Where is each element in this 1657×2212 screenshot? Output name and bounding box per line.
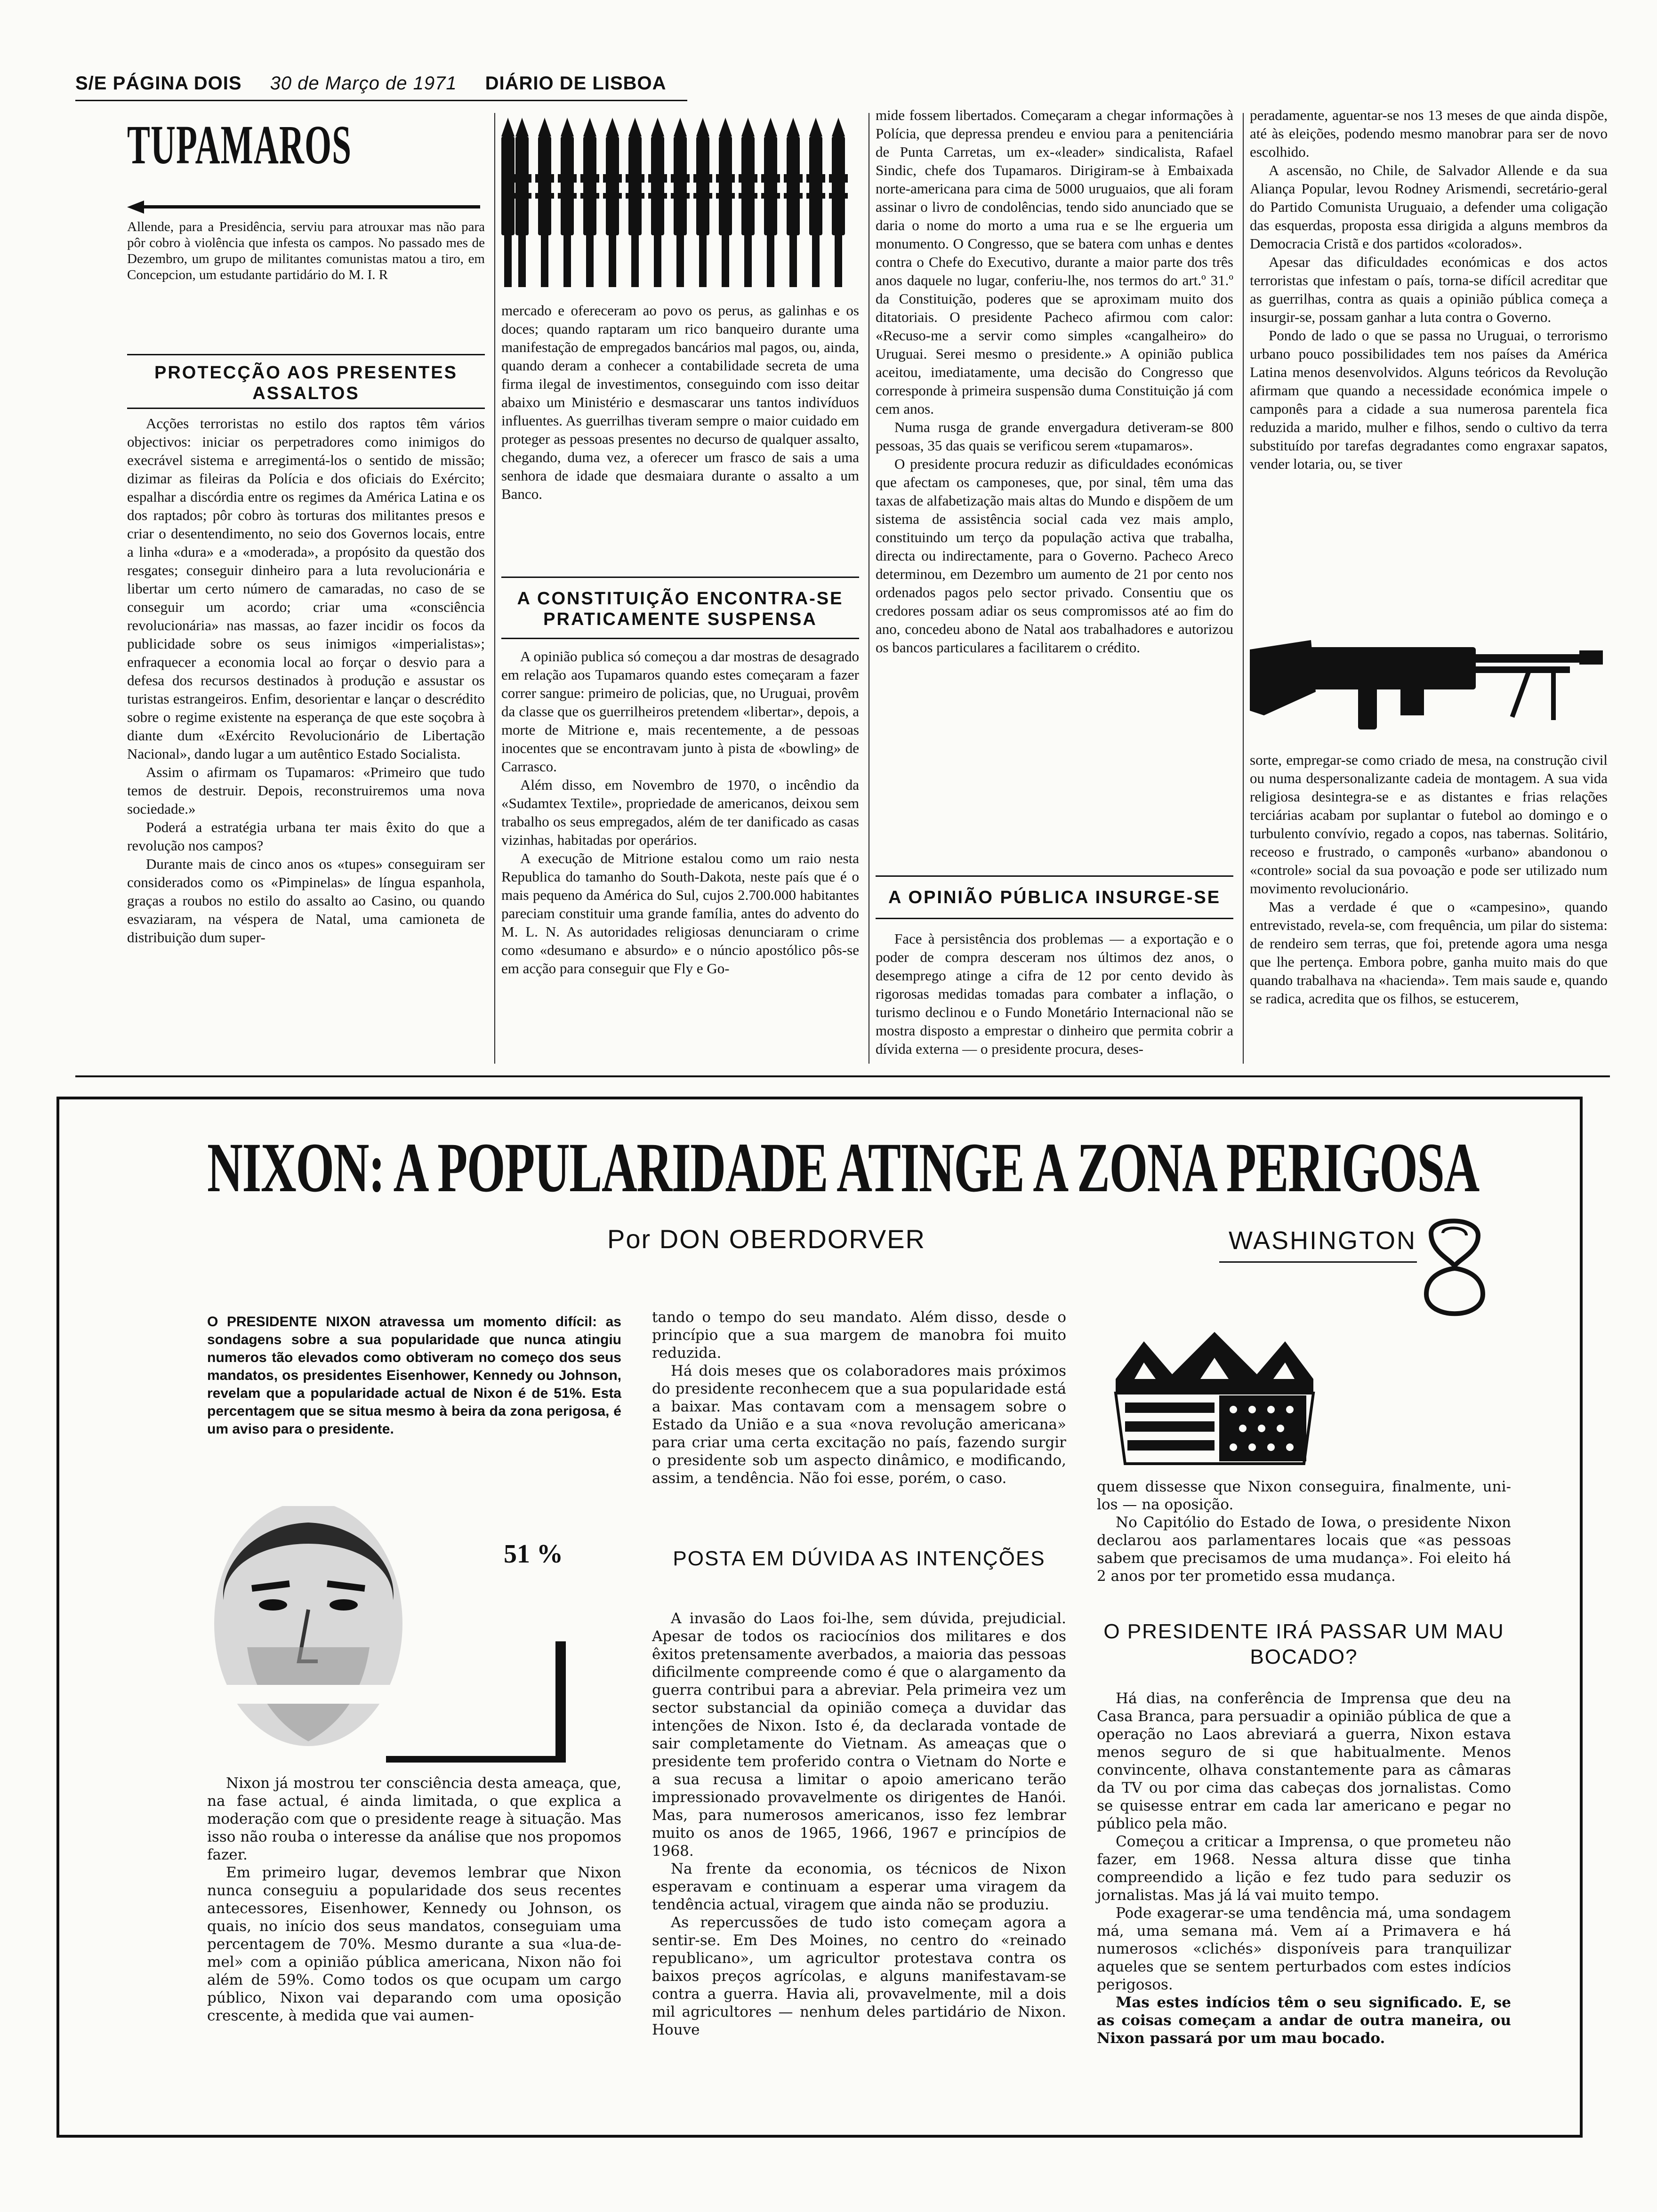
subhead-rule-bottom bbox=[127, 408, 485, 409]
tupamaros-title: TUPAMAROS bbox=[127, 114, 352, 176]
popularity-baseline bbox=[386, 1756, 566, 1763]
tupamaros-intro: Allende, para a Presidência, serviu para atrouxar mas não para pôr cobro à violência que infesta os campos. No passado mes de Dezembro, um grupo de militantes comunistas matou a tiro, em Concepcion, um estudante partidário do M. I. R bbox=[127, 219, 485, 282]
emblem-icon bbox=[1417, 1214, 1492, 1327]
dateline: WASHINGTON bbox=[1229, 1226, 1417, 1255]
subhead-rule-top bbox=[876, 875, 1233, 877]
byline: Por DON OBERDORVER bbox=[607, 1224, 925, 1254]
tupamaros-col3-bottom: Face à persistência dos problemas — a exportação e o poder de compra desceram nos últimos dez anos, o desemprego atinge a cifra de 12 por cento devido às rigorosas medidas tomadas para combater a inflação, o turismo declinou e o Fundo Monetário Internacional não se mostra disposto a emprestar o dinheiro que permita cobrir a dívida externa — o presidente procura, deses- bbox=[876, 930, 1233, 1057]
subhead-protection: PROTECÇÃO AOS PRESENTES ASSALTOS bbox=[154, 363, 458, 403]
column-rule bbox=[494, 113, 495, 1064]
nixon-lead: O PRESIDENTE NIXON atravessa um momento difícil: as sondagens sobre a sua popularidade que nunca atingiu numeros tão elevados como obtiveram no começo dos seus mandatos, os presidentes Eisenhower, Kennedy ou Johnson, revelam que a popularidade actual de Nixon é de 51%. Esta percentagem que se situa mesmo à beira da zona perigosa, é um aviso para o presidente. bbox=[207, 1314, 621, 1437]
subhead-constitution: A CONSTITUIÇÃO ENCONTRA-SE PRATICAMENTE SUSPENSA bbox=[517, 589, 844, 629]
section-divider bbox=[75, 1075, 1610, 1077]
nixon-title: NIXON: A POPULARIDADE ATINGE A ZONA PERIGOSA bbox=[207, 1129, 1479, 1207]
subhead-intentions: POSTA EM DÚVIDA AS INTENÇÕES bbox=[673, 1547, 1046, 1570]
arrow-rule bbox=[127, 198, 485, 216]
popularity-chart bbox=[386, 1506, 612, 1770]
machine-gun-image bbox=[1250, 621, 1608, 734]
nixon-col1: Nixon já mostrou ter consciência desta ameaça, que, na fase actual, é ainda limitada, o que explica a moderação com que o presidente reage à situação. Mas isso não rouba o interesse da análise que nos propomos fazer. Em primeiro lugar, devemos lembrar que Nixon nunca conseguiu a popularidade dos seus recentes antecessores, Eisenhower, Kennedy ou Johnson, os quais, no início dos seus mandatos, conseguiam uma percentagem de 70%. Mesmo durante a sua «lua-de-mel» com a opinião pública americana, Nixon não foi além de 59%. Como todos os que ocupam um cargo público, Nixon vai deparando com uma oposição crescente, à medida que vai aumen- bbox=[207, 1775, 621, 2024]
nixon-col3-top: quem dissesse que Nixon conseguira, finalmente, uni-los — na oposição. No Capitólio do Estado de Iowa, o presidente Nixon declarou aos parlamentares locais que «as pessoas sabem que precisamos de uma mudança». Foi eleito há 2 anos por ter prometido essa mudança. bbox=[1097, 1478, 1511, 1585]
column-rule bbox=[1243, 113, 1244, 1064]
page-header bbox=[75, 73, 687, 101]
nixon-col3: Há dias, na conferência de Imprensa que deu na Casa Branca, para persuadir a opinião pública de que a operação no Laos abreviará a guerra, Nixon estava menos seguro de si que habitualmente. Menos convincente, olhava constantemente para as câmaras da TV ou por cima das cabeças dos jornalistas. Como se quisesse entrar em cada lar americano e pegar no público pela mão. Começou a criticar a Imprensa, o que prometeu não fazer, em 1968. Nessa altura disse que tinha compreendido a lição e fez tudo para seduzir os jornalistas. Mas já lá vai muito tempo. Pode exagerar-se uma tendência má, uma sondagem má, uma semana má. Vem aí a Primavera e há numerosos «clichés» disponíveis para tranquilizar aqueles que se sentem perturbados com estes indícios perigosos. Mas estes indícios têm o seu significado. E, se as coisas começam a andar de outra maneira, ou Nixon passará por um mau bocado. bbox=[1097, 1690, 1511, 2047]
subhead-rule-top bbox=[127, 354, 485, 355]
header-rule bbox=[75, 100, 687, 101]
subhead-rule-bottom bbox=[501, 638, 859, 639]
crown-image bbox=[1106, 1322, 1323, 1473]
tupamaros-col4-bottom: sorte, empregar-se como criado de mesa, na construção civil ou numa despersonalizante cadeia de montagem. A sua vida religiosa desintegra-se e as distantes e frias relações terciárias acabam por suplantar o futebol ao domingo e o turbulento convívio, regado a copos, nas tabernas. Solitário, receoso e frustrado, o camponês «urbano» abandonou o «controle» social da sua povoação e pode ser utilizado num movimento revolucionário. Mas a verdade é que o «campesino», quando entrevistado, revela-se, com frequência, um pilar do sistema: de rendeiro sem terras, que foi, pretende agora uma nesga que lhe pertença. Embora pobre, ganha muito mais do que quando trabalhava na «hacienda». Tem mais saude e, quando se radica, acredita que os filhos, se estucerem, bbox=[1250, 752, 1608, 1007]
popularity-label: 51 % bbox=[504, 1539, 563, 1569]
issue-date: 30 de Março de 1971 bbox=[270, 73, 457, 94]
dateline-rule bbox=[1219, 1261, 1417, 1263]
subhead-rule-top bbox=[501, 577, 859, 578]
subhead-public-opinion: A OPINIÃO PÚBLICA INSURGE-SE bbox=[888, 888, 1221, 907]
tupamaros-col2-top: mercado e ofereceram ao povo os perus, as galinhas e os doces; quando raptaram um rico banqueiro durante uma manifestação de empregados bancários mal pagos, ou, ainda, quando deram a conhecer a contabilidade secreta de uma firma ilegal de investimentos, conseguindo com isso deitar abaixo um Ministério e desmascarar uns tantos indivíduos influentes. As guerrilhas tiveram sempre o maior cuidado em proteger as pessoas presentes no decurso de qualquer assalto, chegando, duma vez, a oferecer um frasco de sais a uma senhora de idade que desmaiara durante o assalto a um Banco. bbox=[501, 302, 859, 502]
subhead-bad-time: O PRESIDENTE IRÁ PASSAR UM MAU BOCADO? bbox=[1103, 1620, 1504, 1668]
popularity-bar bbox=[555, 1641, 566, 1763]
newspaper-name: DIÁRIO DE LISBOA bbox=[485, 73, 667, 94]
tupamaros-col2: A opinião publica só começou a dar mostras de desagrado em relação aos Tupamaros quando estes começaram a fazer correr sangue: primeiro de policias, que, no Uruguai, provêm da classe que os guerrilheiros pretendem «libertar», depois, a morte de Mitrione e, mais recentemente, a de pessoas inocentes que se encontravam junto à pista de «bowling» de Carrasco. Além disso, em Novembro de 1970, o incêndio da «Sudamtex Textile», propriedade de americanos, deixou sem trabalho os seus empregados, além de ter danificado as casas vizinhas, habitadas por operários. A execução de Mitrione estalou como um raio nesta Republica do tamanho do South-Dakota, neste país que é o mais pequeno da América do Sul, cujos 2.700.000 habitantes pareciam constituir uma grande família, antes do advento do M. L. N. As autoridades religiosas denunciaram o crime como «desumano e absurdo» e o núncio apostólico pôs-se em acção para conseguir que Fly e Go- bbox=[501, 648, 859, 977]
tupamaros-col1: Acções terroristas no estilo dos raptos têm vários objectivos: iniciar os perpetradores como inimigos do execrável sistema e arregimentá-los o sentido de missão; dizimar as fileiras da Polícia e dos oficiais do Exército; espalhar a discórdia entre os regimes da América Latina e os dos raptados; pôr cobro às torturas dos militantes presos e criar o desentendimento, no seio dos Governos locais, entre a linha «dura» e a «moderada», a propósito da questão dos resgates; conseguir dinheiro para a luta revolucionária e libertar um certo número de camaradas, no caso de se conseguir um acordo; criar uma «consciência revolucionária» nas massas, ao fazer incidir os focos da publicidade sobre os seus inimigos «imperialistas»; enfraquecer a economia local ao forçar o desvio para a defesa dos recursos destinados à produção e assustar os turistas estrangeiros. Enfim, desorientar e lançar o descrédito sobre o regime existente na esperança de que este soçobra à diante dum «Exército Revolucionário de Libertação Nacional», dando lugar a um autêntico Estado Socialista. Assim o afirmam os Tupamaros: «Primeiro que tudo temos de destruir. Depois, reconstruiremos uma nova sociedade.» Poderá a estratégia urbana ter mais êxito do que a revolução nos campos? Durante mais de cinco anos os «tupes» conseguiram ser considerados como os «Pimpinelas» de língua espanhola, graças a roubos no estilo do assalto ao Casino, ou quando esvaziaram, na véspera de Natal, uma camioneta de distribuição dum super- bbox=[127, 415, 485, 946]
subhead-rule-bottom bbox=[876, 918, 1233, 919]
section-label: S/E PÁGINA DOIS bbox=[75, 73, 242, 94]
tupamaros-col4-top: peradamente, aguentar-se nos 13 meses de que ainda dispõe, até às eleições, podendo mesmo manobrar para ser de novo escolhido. A ascensão, no Chile, de Salvador Allende e da sua Aliança Popular, levou Rodney Arismendi, secretário-geral do Partido Comunista Uruguaio, a defender uma coligação das esquerdas, proposta essa dirigida a alguns membros da Democracia Cristã e dos partidos «colorados». Apesar das dificuldades económicas e dos actos terroristas que infestam o país, torna-se difícil acreditar que as guerrilhas, contra as quais a opinião pública começa a insurgir-se, possam ganhar a luta contra o Governo. Pondo de lado o que se passa no Uruguai, o terrorismo urbano pouco possibilidades tem nos países da América Latina menos desenvolvidos. Alguns teóricos da Revolução afirmam que quando a necessidade económica impele o camponês para a cidade a sua numerosa parentela fica reduzida a marido, mulher e filhos, sendo o cultivo da terra substituído por tarefas degradantes como engraxar sapatos, vender lotaria, ou, se tiver bbox=[1250, 107, 1608, 472]
rifles-image bbox=[501, 118, 859, 297]
nixon-col2-top: tando o tempo do seu mandato. Além disso, desde o princípio que a sua margem de manobra foi muito reduzida. Há dois meses que os colaboradores mais próximos do presidente reconhecem que a sua popularidade está a baixar. Mas contavam com a mensagem sobre o Estado da União e a sua «nova revolução americana» para criar uma certa excitação no país, fazendo surgir o presidente sob um aspecto dinâmico, e modificando, assim, a tendência. Não foi esse, porém, o caso. bbox=[652, 1309, 1066, 1487]
nixon-col2: A invasão do Laos foi-lhe, sem dúvida, prejudicial. Apesar de todos os raciocínios dos militares e dos êxitos pretensamente averbados, a maioria das pessoas dificilmente compreende como é que o alargamento da guerra contribui para a abreviar. Pela primeira vez um sector substancial da opinião começa a duvidar das intenções de Nixon. Isto é, da declarada vontade de sair completamente do Vietnam. As ameaças que o presidente tem proferido contra o Vietnam do Norte e a sua recusa a limitar o apoio americano terão impressionado provavelmente os dirigentes de Hanói. Mas, para numerosos americanos, isso fez lembrar muito os anos de 1965, 1966, 1967 e princípios de 1968. Na frente da economia, os técnicos de Nixon esperavam e continuam a esperar uma viragem da tendência actual, viragem que ainda não se produziu. As repercussões de tudo isto começam agora a sentir-se. Em Des Moines, no centro do «reinado republicano», um agricultor protestava contra os baixos preços agrícolas, e alguns manifestavam-se contra a guerra. Havia ali, provavelmente, mil a dois mil agricultores — nenhum deles partidário de Nixon. Houve bbox=[652, 1610, 1066, 2038]
tupamaros-col3: mide fossem libertados. Começaram a chegar informações à Polícia, que depressa prendeu e enviou para a penitenciária de Punta Carretas, um ex-«leader» sindicalista, Rafael Sindic, chefe dos Tupamaros. Dirigiram-se à Embaixada norte-americana para cima de 5000 uruguaios, que ali foram assinar o livro de condolências, tendo sido anunciado que se daria o nome do morto a uma rua e se lhe ergueria um monumento. O Congresso, que se batera com unhas e dentes contra o Chefe do Executivo, durante a maior parte dos três anos daquele no lugar, conferiu-lhe, nos termos do art.º 31.º da Constituição, poderes que se aproximam muito dos ditatoriais. O presidente Pacheco afirmou com calor: «Recuso-me a servir como simples «cangalheiro» do Uruguai. Serei mesmo o presidente.» A opinião publica aceitou, imediatamente, uma decisão do Congresso que corresponde à primeira suspensão duma Constituição já com cem anos. Numa rusga de grande envergadura detiveram-se 800 pessoas, 35 das quais se verificou serem «tupamaros». O presidente procura reduzir as dificuldades económicas que afectam os camponeses, que, por sinal, têm uma das taxas de alfabetização mais altas do Mundo e dispõem de um sistema de assistência social cada vez mais amplo, constituindo um terço da população activa que trabalha, directa ou indirectamente, para o Governo. Pacheco Areco determinou, em Dezembro um aumento de 21 por cento nos ordenados pagos pelo sector privado. Consentiu que os credores possam adiar os seus compromissos até ao fim do ano, concedeu abono de Natal aos trabalhadores e autorizou os bancos particulares a facilitarem o crédito. bbox=[876, 107, 1233, 656]
